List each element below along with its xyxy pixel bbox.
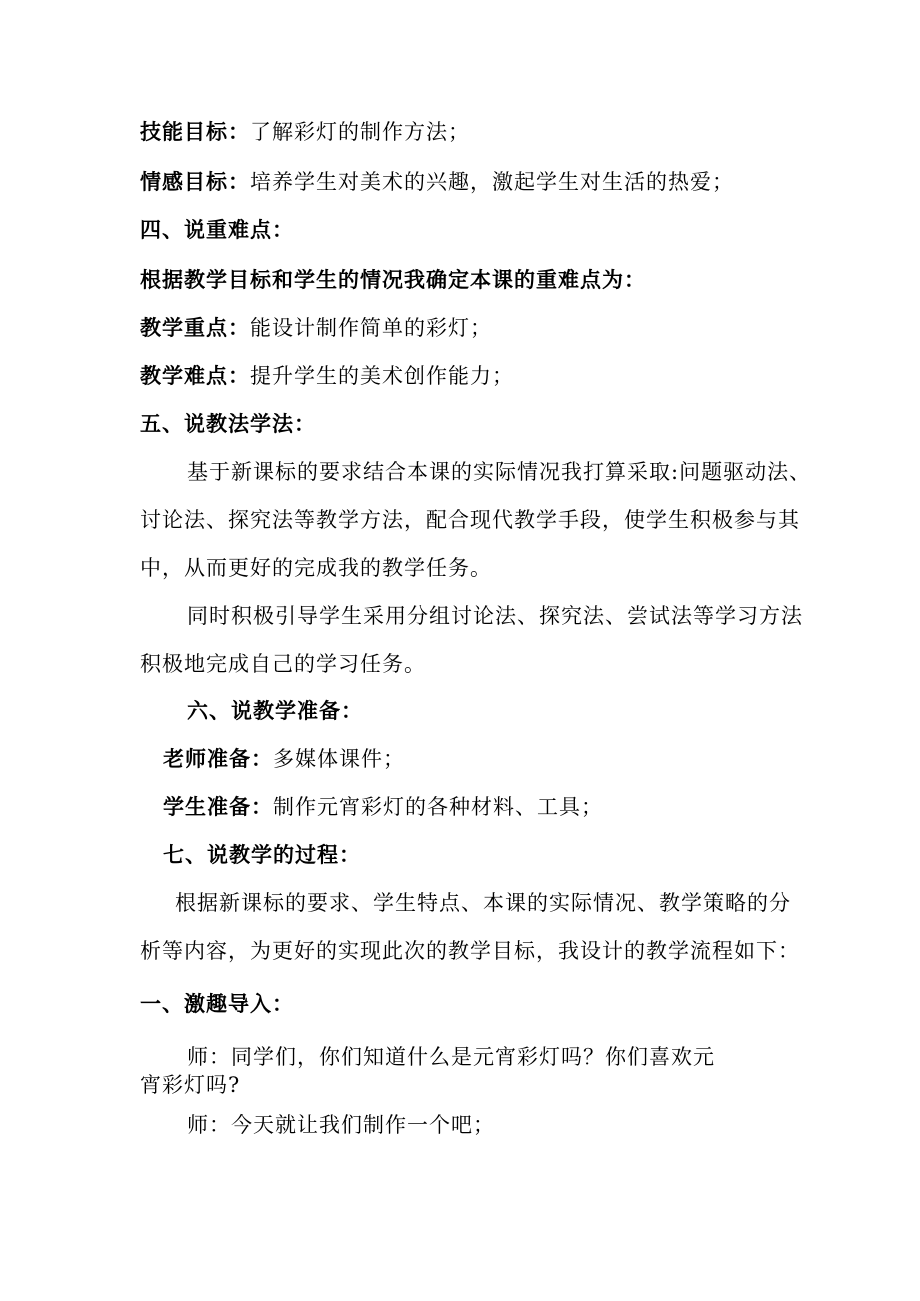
section-7-paragraph-line-1: 根据新课标的要求、学生特点、本课的实际情况、教学策略的分 [175, 891, 791, 915]
teacher-prep-line [163, 745, 405, 773]
key-point-line [140, 314, 492, 342]
section-7-paragraph-line-2: 析等内容，为更好的实现此次的教学目标，我设计的教学流程如下： [140, 939, 800, 963]
student-prep-line [163, 793, 603, 821]
section-5-paragraph-2-line-2: 积极地完成自己的学习任务。 [140, 652, 426, 676]
emotion-goal-line [140, 168, 734, 196]
section-5-paragraph-1-line-2: 讨论法、探究法等教学方法，配合现代教学手段，使学生积极参与其 [140, 508, 800, 532]
section-4-intro: 根据教学目标和学生的情况我确定本课的重难点为： [140, 268, 646, 292]
teacher-prep-label: 老师准备： [163, 747, 273, 771]
section-7-title: 七、说教学的过程： [163, 843, 361, 867]
skill-goal-label: 技能目标： [140, 120, 250, 144]
emotion-goal-text: 培养学生对美术的兴趣，激起学生对生活的热爱； [250, 170, 734, 194]
emotion-goal-label: 情感目标： [140, 170, 250, 194]
section-5-title: 五、说教法学法： [140, 412, 316, 436]
difficult-point-line [140, 362, 514, 390]
skill-goal-line [140, 118, 470, 146]
difficult-point-label: 教学难点： [140, 364, 250, 388]
section-5-paragraph-2-line-1: 同时积极引导学生采用分组讨论法、探究法、尝试法等学习方法 [187, 604, 803, 628]
key-point-label: 教学重点： [140, 316, 250, 340]
section-5-paragraph-1-line-3: 中，从而更好的完成我的教学任务。 [140, 556, 492, 580]
student-prep-label: 学生准备： [163, 795, 273, 819]
step-1-teacher-line: 师：今天就让我们制作一个吧； [187, 1113, 495, 1137]
skill-goal-text: 了解彩灯的制作方法； [250, 120, 470, 144]
difficult-point-text: 提升学生的美术创作能力； [250, 364, 514, 388]
section-4-title: 四、说重难点： [140, 218, 294, 242]
step-1-title: 一、激趣导入： [140, 992, 294, 1016]
section-6-title: 六、说教学准备： [187, 699, 363, 723]
student-prep-text: 制作元宵彩灯的各种材料、工具； [273, 795, 603, 819]
key-point-text: 能设计制作简单的彩灯； [250, 316, 492, 340]
step-1-question-line-2: 宵彩灯吗? [140, 1073, 241, 1097]
teacher-prep-text: 多媒体课件； [273, 747, 405, 771]
section-5-paragraph-1-line-1: 基于新课标的要求结合本课的实际情况我打算采取:问题驱动法、 [187, 460, 812, 484]
step-1-question-line-1: 师：同学们，你们知道什么是元宵彩灯吗？你们喜欢元 [187, 1045, 715, 1069]
